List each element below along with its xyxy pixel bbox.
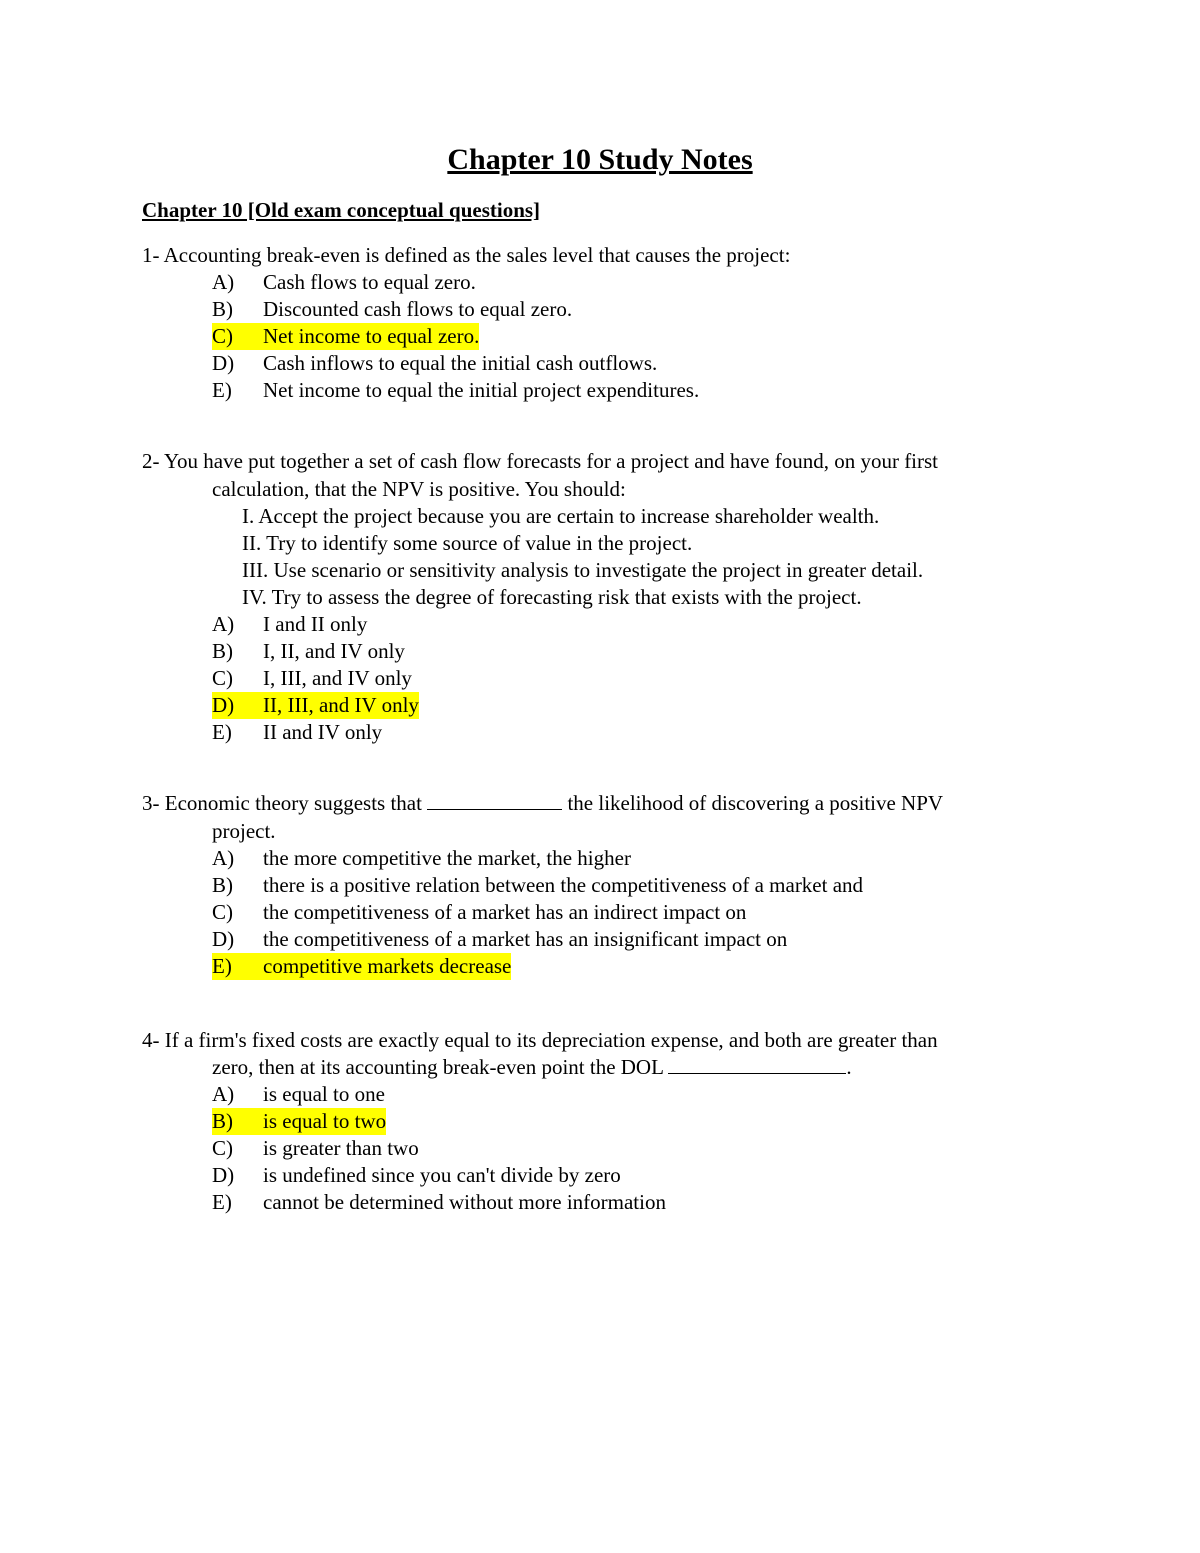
option-letter: B) — [212, 297, 233, 321]
question-4-option-e — [212, 1189, 666, 1216]
option-text: the more competitive the market, the higher — [263, 846, 631, 870]
question-2-option-a — [212, 611, 367, 638]
question-4-stem-line-1: 4- If a firm's fixed costs are exactly equal to its depreciation expense, and both are greater than — [142, 1028, 938, 1052]
question-4-option-a — [212, 1081, 385, 1108]
option-text: Discounted cash flows to equal zero. — [263, 297, 573, 321]
question-2-statement-1: I. Accept the project because you are certain to increase shareholder wealth. — [242, 504, 880, 528]
option-letter: C) — [212, 900, 233, 924]
question-3-option-c — [212, 899, 746, 926]
option-text: I, II, and IV only — [263, 639, 405, 663]
option-text: II, III, and IV only — [263, 693, 419, 717]
option-letter: C) — [212, 1136, 233, 1160]
question-2-stem-line-1: 2- You have put together a set of cash flow forecasts for a project and have found, on your first — [142, 449, 939, 473]
question-4-stem-line-2 — [212, 1054, 852, 1081]
question-1-option-b — [212, 296, 572, 323]
stem-text: . — [846, 1055, 852, 1079]
question-2-statement-3: III. Use scenario or sensitivity analysis to investigate the project in greater detail. — [242, 558, 924, 582]
section-heading: Chapter 10 [Old exam conceptual questions] — [142, 198, 541, 222]
option-text: I and II only — [263, 612, 368, 636]
option-text: II and IV only — [263, 720, 383, 744]
option-letter: E) — [212, 378, 232, 402]
question-4-option-b-answer — [212, 1108, 386, 1135]
option-text: Net income to equal the initial project expenditures. — [263, 378, 700, 402]
question-3-option-a — [212, 845, 631, 872]
fill-in-blank — [427, 791, 562, 810]
option-letter: D) — [212, 927, 235, 951]
question-1-option-a — [212, 269, 476, 296]
question-1-option-c-answer — [212, 323, 479, 350]
stem-text: 3- Economic theory suggests that — [142, 791, 428, 815]
question-2-statement-4: IV. Try to assess the degree of forecasting risk that exists with the project. — [242, 585, 862, 609]
option-letter: E) — [212, 954, 232, 978]
answer-highlight — [212, 1108, 386, 1135]
option-letter: D) — [212, 351, 235, 375]
question-3-stem-line-1 — [142, 790, 943, 817]
answer-highlight — [212, 323, 479, 350]
option-letter: C) — [212, 666, 233, 690]
option-letter: A) — [212, 270, 235, 294]
option-text: I, III, and IV only — [263, 666, 412, 690]
option-text: is equal to one — [263, 1082, 385, 1106]
question-2-option-c — [212, 665, 412, 692]
option-letter: E) — [212, 720, 232, 744]
option-letter: D) — [212, 1163, 235, 1187]
option-text: the competitiveness of a market has an insignificant impact on — [263, 927, 788, 951]
question-2-option-d-answer — [212, 692, 419, 719]
option-text: cannot be determined without more information — [263, 1190, 666, 1214]
option-letter: A) — [212, 1082, 235, 1106]
fill-in-blank — [668, 1055, 846, 1074]
question-4-option-c — [212, 1135, 419, 1162]
option-letter: B) — [212, 1109, 233, 1133]
question-3-option-d — [212, 926, 787, 953]
question-1-option-e — [212, 377, 699, 404]
question-1-stem: 1- Accounting break-even is defined as the sales level that causes the project: — [142, 243, 791, 267]
option-text: Cash inflows to equal the initial cash outflows. — [263, 351, 658, 375]
question-3-stem-line-2: project. — [212, 819, 276, 843]
question-3-option-e-answer — [212, 953, 511, 980]
option-text: competitive markets decrease — [263, 954, 512, 978]
option-text: there is a positive relation between the competitiveness of a market and — [263, 873, 864, 897]
page-title: Chapter 10 Study Notes — [447, 143, 753, 176]
answer-highlight — [212, 692, 419, 719]
question-1-option-d — [212, 350, 657, 377]
option-letter: B) — [212, 873, 233, 897]
option-letter: D) — [212, 693, 235, 717]
question-2-stem-line-2: calculation, that the NPV is positive. You should: — [212, 477, 626, 501]
question-4-option-d — [212, 1162, 621, 1189]
option-text: is undefined since you can't divide by zero — [263, 1163, 621, 1187]
option-letter: B) — [212, 639, 233, 663]
question-2-option-b — [212, 638, 405, 665]
question-2-statement-2: II. Try to identify some source of value in the project. — [242, 531, 693, 555]
option-letter: C) — [212, 324, 233, 348]
option-letter: E) — [212, 1190, 232, 1214]
option-letter: A) — [212, 612, 235, 636]
option-text: the competitiveness of a market has an indirect impact on — [263, 900, 747, 924]
option-text: is greater than two — [263, 1136, 419, 1160]
option-text: Net income to equal zero. — [263, 324, 480, 348]
option-letter: A) — [212, 846, 235, 870]
option-text: Cash flows to equal zero. — [263, 270, 476, 294]
question-2-option-e — [212, 719, 382, 746]
stem-text: the likelihood of discovering a positive NPV — [562, 791, 944, 815]
stem-text: zero, then at its accounting break-even point the DOL — [212, 1055, 669, 1079]
option-text: is equal to two — [263, 1109, 387, 1133]
answer-highlight — [212, 953, 511, 980]
question-3-option-b — [212, 872, 863, 899]
